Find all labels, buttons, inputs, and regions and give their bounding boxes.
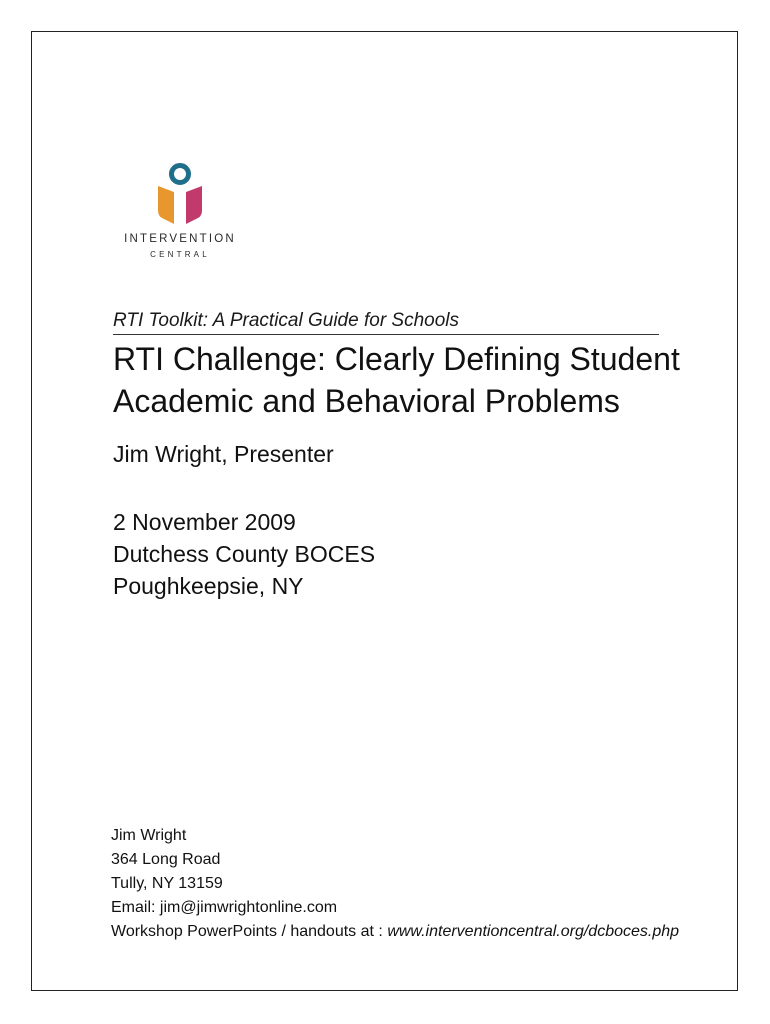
contact-email: Email: jim@jimwrightonline.com <box>111 899 338 916</box>
event-details <box>113 506 375 602</box>
contact-address: 364 Long Road <box>111 851 221 868</box>
event-venue: Dutchess County BOCES <box>113 541 376 567</box>
event-date: 2 November 2009 <box>113 509 296 535</box>
toolkit-subtitle: RTI Toolkit: A Practical Guide for Schools <box>113 310 460 331</box>
document-title <box>113 338 693 422</box>
logo-left-shape <box>158 186 174 224</box>
contact-city: Tully, NY 13159 <box>111 875 223 892</box>
event-city: Poughkeepsie, NY <box>113 573 304 599</box>
title-divider <box>113 334 659 335</box>
logo-figure-icon <box>156 162 204 226</box>
title-line-2: Academic and Behavioral Problems <box>113 383 620 419</box>
logo-right-shape <box>186 186 202 224</box>
contact-handouts <box>111 920 679 944</box>
handouts-label: Workshop PowerPoints / handouts at : <box>111 923 383 940</box>
logo-wordmark: INTERVENTION <box>124 233 236 245</box>
title-line-1: RTI Challenge: Clearly Defining Student <box>113 341 680 377</box>
contact-block <box>111 824 679 944</box>
logo-subtitle: CENTRAL <box>150 250 210 259</box>
contact-name: Jim Wright <box>111 827 187 844</box>
intervention-central-logo <box>110 162 250 262</box>
logo-ring <box>172 166 189 183</box>
presenter: Jim Wright, Presenter <box>113 441 334 467</box>
handouts-url: www.interventioncentral.org/dcboces.php <box>387 923 680 940</box>
